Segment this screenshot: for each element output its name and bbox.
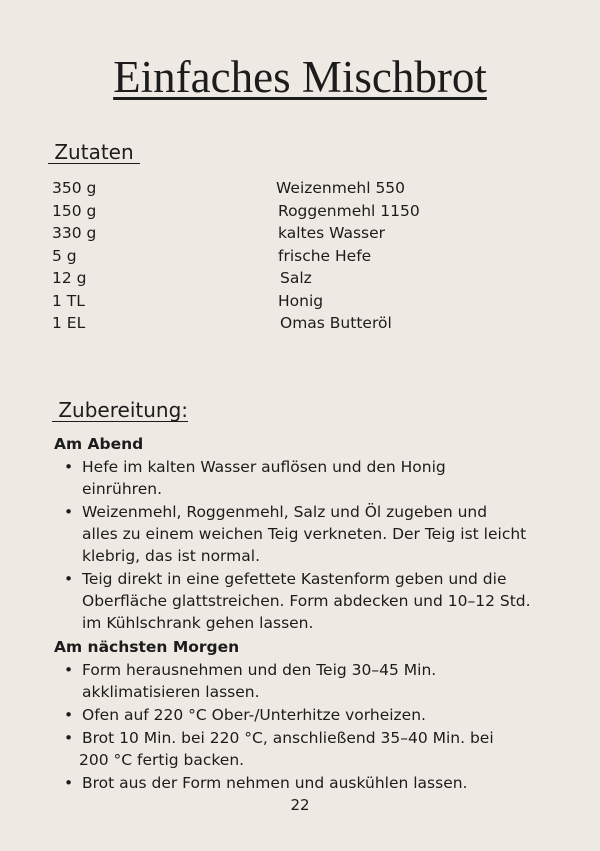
- ingredient-row: [0, 267, 600, 290]
- ingredient-name: Weizenmehl 550: [276, 179, 406, 197]
- step-text: Brot 10 Min. bei 220 °C, anschließend 35–40 Min. bei: [82, 729, 494, 747]
- step-text: Brot aus der Form nehmen und auskühlen lassen.: [82, 774, 468, 792]
- ingredient-amount: 350 g: [52, 179, 97, 197]
- step-text: akklimatisieren lassen.: [82, 683, 260, 701]
- step-text: Weizenmehl, Roggenmehl, Salz und Öl zugeben und: [82, 503, 488, 521]
- recipe-title-text: Einfaches Mischbrot: [113, 52, 487, 102]
- section-label-evening: Am Abend: [54, 435, 144, 453]
- ingredient-name: Salz: [280, 269, 312, 287]
- step-text: 200 °C fertig backen.: [79, 751, 245, 769]
- ingredient-amount: 5 g: [52, 246, 77, 265]
- bullet-icon: •: [64, 570, 74, 588]
- step-text: einrühren.: [82, 480, 163, 498]
- ingredient-amount: 150 g: [52, 201, 97, 220]
- section-label-morning: Am nächsten Morgen: [54, 638, 240, 656]
- bullet-icon: •: [64, 661, 74, 679]
- ingredients-heading: Zutaten: [48, 140, 141, 164]
- ingredient-row: [0, 177, 600, 200]
- step-text: Teig direkt in eine gefettete Kastenform geben und die: [82, 570, 507, 588]
- page-number: 22: [290, 796, 310, 814]
- ingredient-name: frische Hefe: [278, 246, 372, 265]
- bullet-icon: •: [64, 774, 74, 792]
- ingredient-name: kaltes Wasser: [278, 224, 386, 242]
- ingredient-amount: 1 TL: [52, 291, 85, 310]
- ingredient-row: [0, 200, 600, 223]
- ingredient-amount: 12 g: [52, 269, 87, 287]
- step-text: Form herausnehmen und den Teig 30–45 Min.: [82, 661, 437, 679]
- ingredient-amount: 1 EL: [52, 314, 86, 332]
- ingredient-name: Honig: [278, 291, 324, 310]
- step-text: im Kühlschrank gehen lassen.: [82, 614, 314, 632]
- bullet-icon: •: [64, 729, 74, 747]
- ingredient-row: [0, 222, 600, 245]
- ingredients-list: [0, 177, 600, 335]
- step-text: Hefe im kalten Wasser auflösen und den Honig: [82, 458, 446, 476]
- bullet-icon: •: [64, 458, 74, 476]
- bullet-icon: •: [64, 706, 74, 724]
- ingredient-row: [0, 312, 600, 335]
- step-text: alles zu einem weichen Teig verkneten. Der Teig ist leicht: [82, 525, 527, 543]
- step-text: Ofen auf 220 °C Ober-/Unterhitze vorheizen.: [82, 706, 426, 724]
- ingredient-name: Roggenmehl 1150: [278, 201, 420, 220]
- step-text: Oberfläche glattstreichen. Form abdecken und 10–12 Std.: [82, 592, 531, 610]
- bullet-icon: •: [64, 503, 74, 521]
- preparation-heading: Zubereitung:: [52, 398, 189, 422]
- ingredient-amount: 330 g: [52, 224, 97, 242]
- step-text: klebrig, das ist normal.: [82, 547, 260, 565]
- recipe-title: [0, 52, 600, 102]
- ingredient-row: [0, 245, 600, 268]
- ingredient-name: Omas Butteröl: [280, 314, 392, 332]
- ingredient-row: [0, 290, 600, 313]
